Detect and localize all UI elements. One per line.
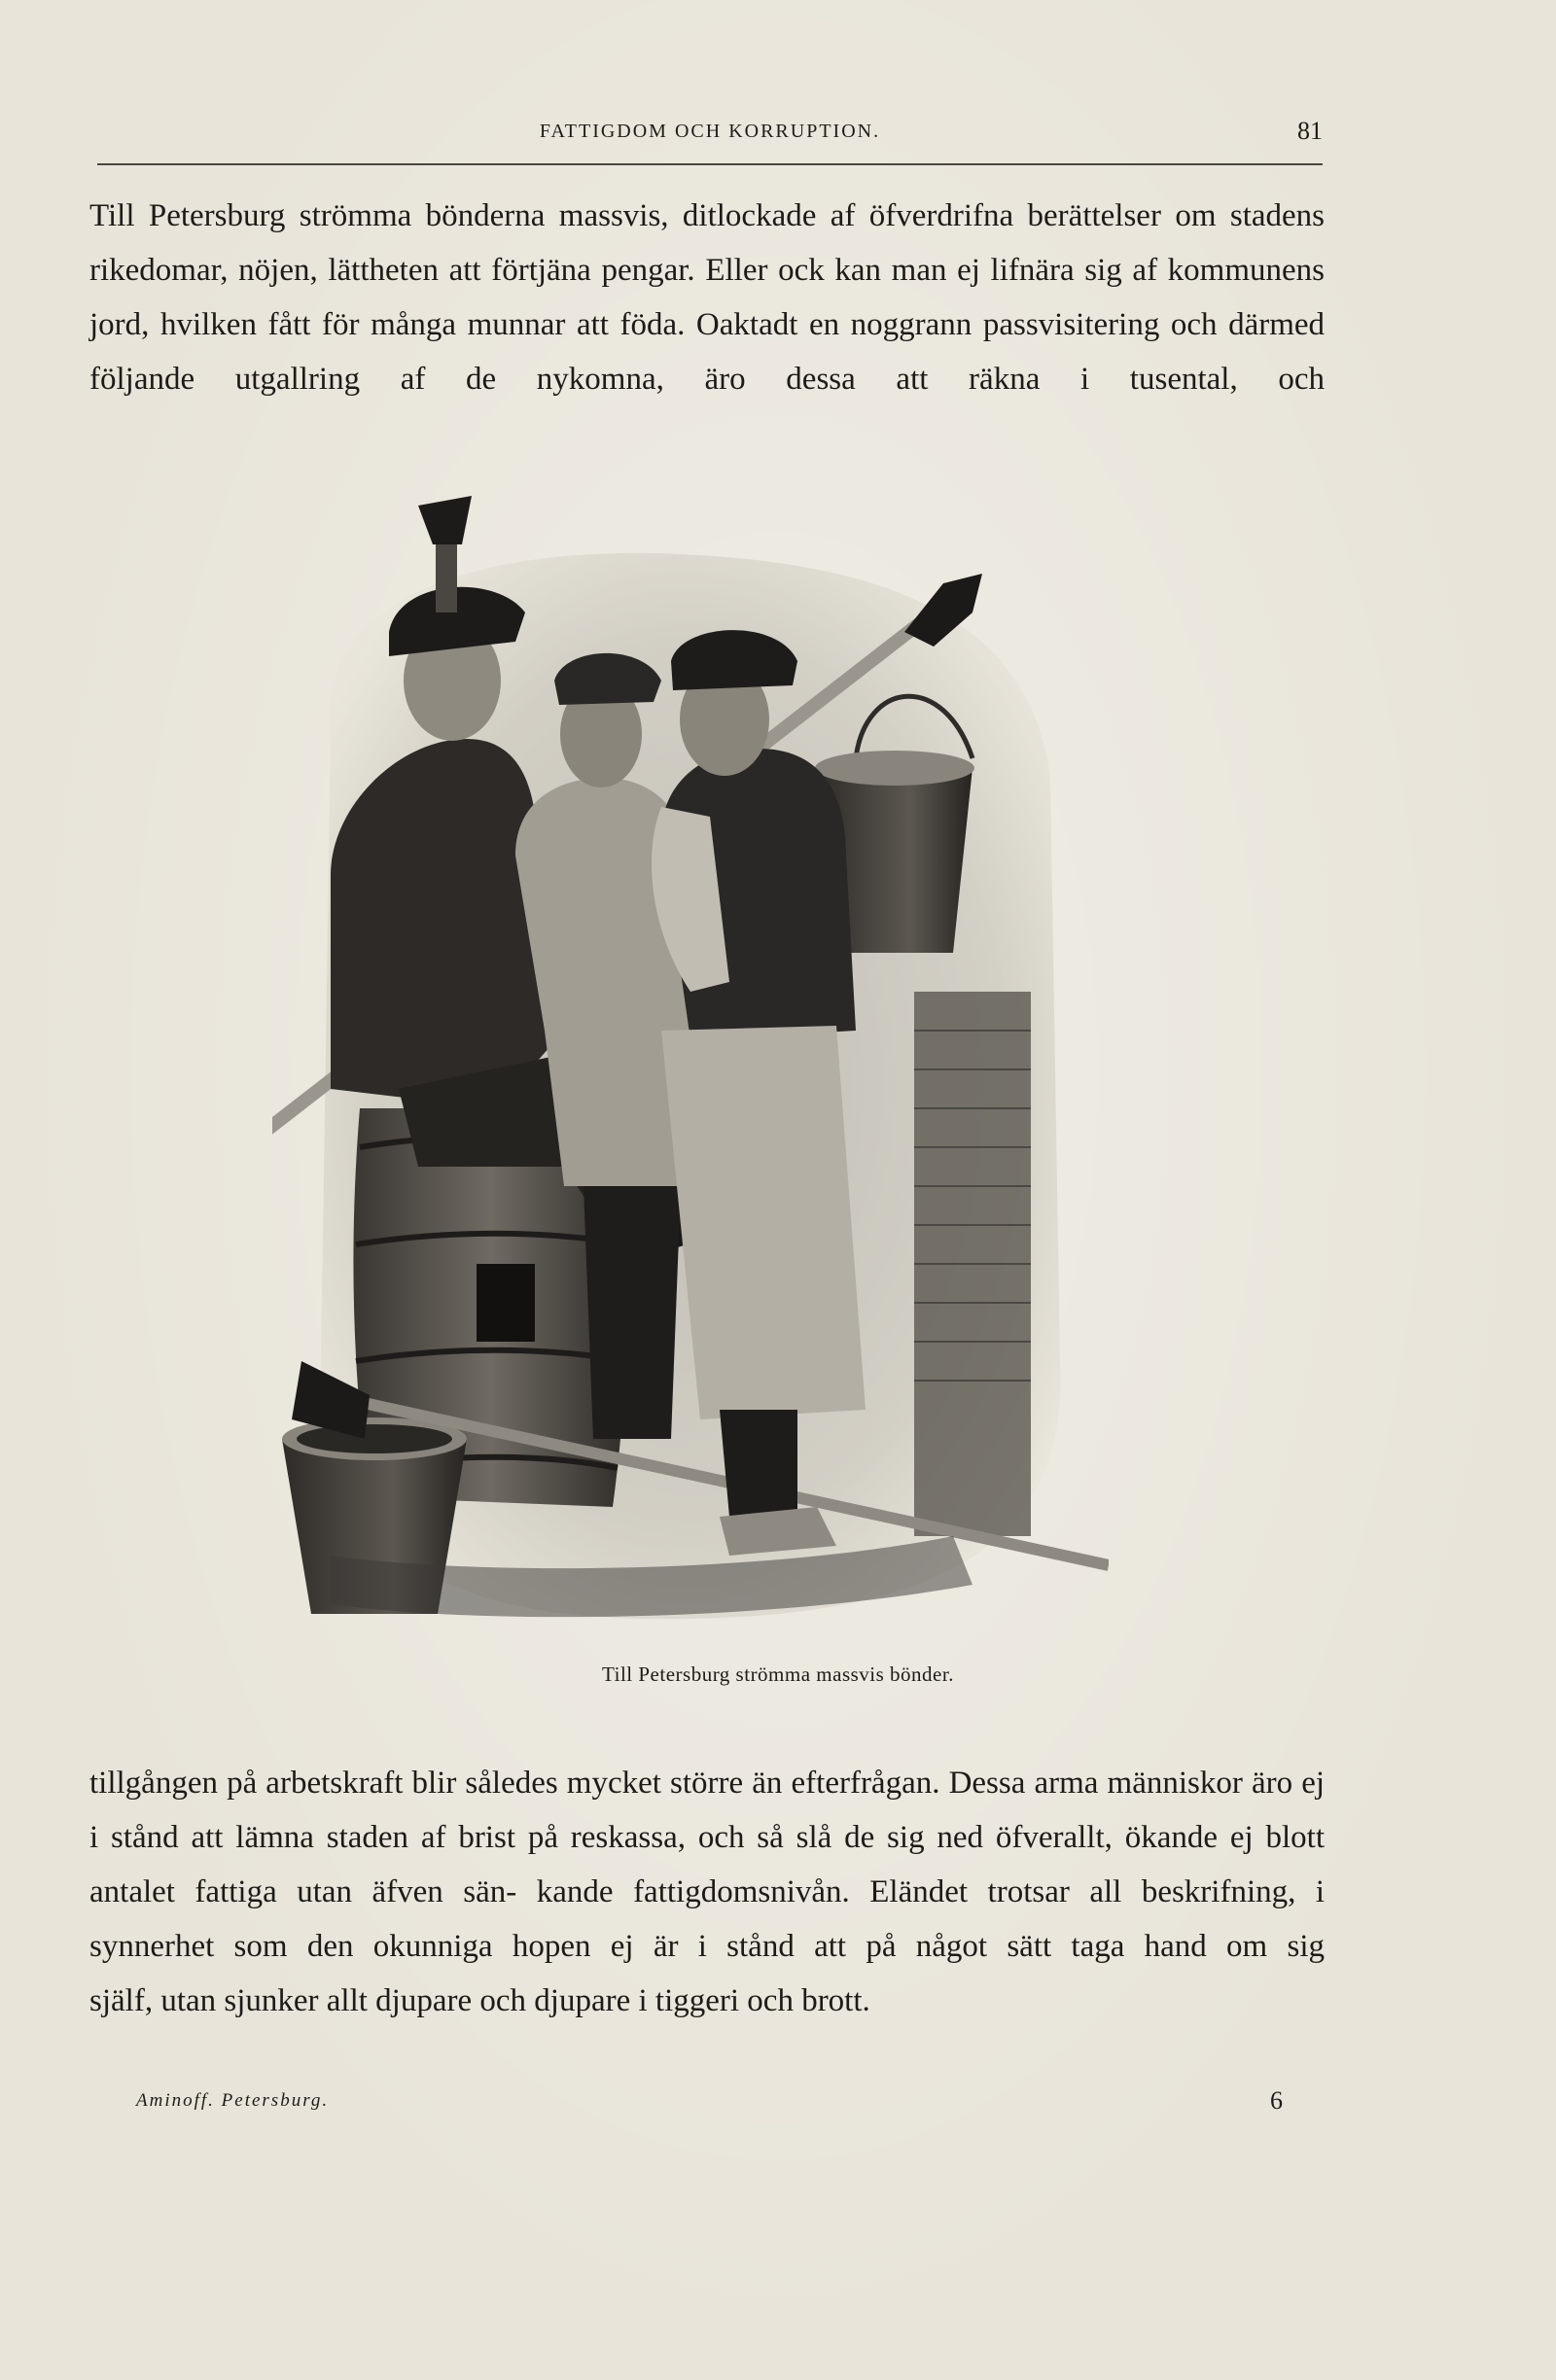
signature-mark: Aminoff. Petersburg. — [136, 2090, 330, 2111]
text-line: Till Petersburg strömma bönderna massvis, ditlockade af öfverdrifna — [89, 198, 1014, 233]
paragraph-bottom — [89, 1756, 1325, 2028]
page-header — [97, 115, 1323, 165]
figure-caption: Till Petersburg strömma massvis bönder. — [602, 1662, 954, 1686]
page-number: 81 — [1297, 117, 1323, 145]
photograph-illustration — [272, 486, 1109, 1633]
running-title: FATTIGDOM OCH KORRUPTION. — [539, 121, 881, 142]
text-line: många munnar att föda. Oaktadt en noggrann passvisitering och därmed — [371, 307, 1326, 342]
text-line: kande fattigdomsnivån. Eländet trotsar all beskrifning, i synnerhet som — [89, 1874, 1326, 1964]
text-line: den okunniga hopen ej är i stånd att på något sätt taga hand om sig — [306, 1929, 1325, 1964]
text-line: tillgången på arbetskraft blir således mycket större än efterfrågan. Dessa — [89, 1766, 1026, 1801]
text-line: så slå de sig ned öfverallt, ökande ej blott antalet fattiga utan äfven sän- — [89, 1820, 1325, 1909]
text-line: följande utgallring af de nykomna, äro dessa att räkna i tusental, och — [89, 362, 1325, 397]
text-line: Eller ock kan man ej lifnära sig af kommunens jord, hvilken fått för — [89, 253, 1326, 342]
text-line: berättelser om stadens rikedomar, nöjen, lättheten att förtjäna pengar. — [89, 198, 1325, 288]
paragraph-top — [89, 189, 1325, 406]
text-line: arma människor äro ej i stånd att lämna staden af brist på reskassa, och — [89, 1766, 1326, 1855]
text-line-last: själf, utan sjunker allt djupare och djupare i tiggeri och brott. — [89, 1983, 870, 2018]
sheet-number: 6 — [1270, 2086, 1283, 2115]
photograph-peasants — [272, 486, 1109, 1633]
